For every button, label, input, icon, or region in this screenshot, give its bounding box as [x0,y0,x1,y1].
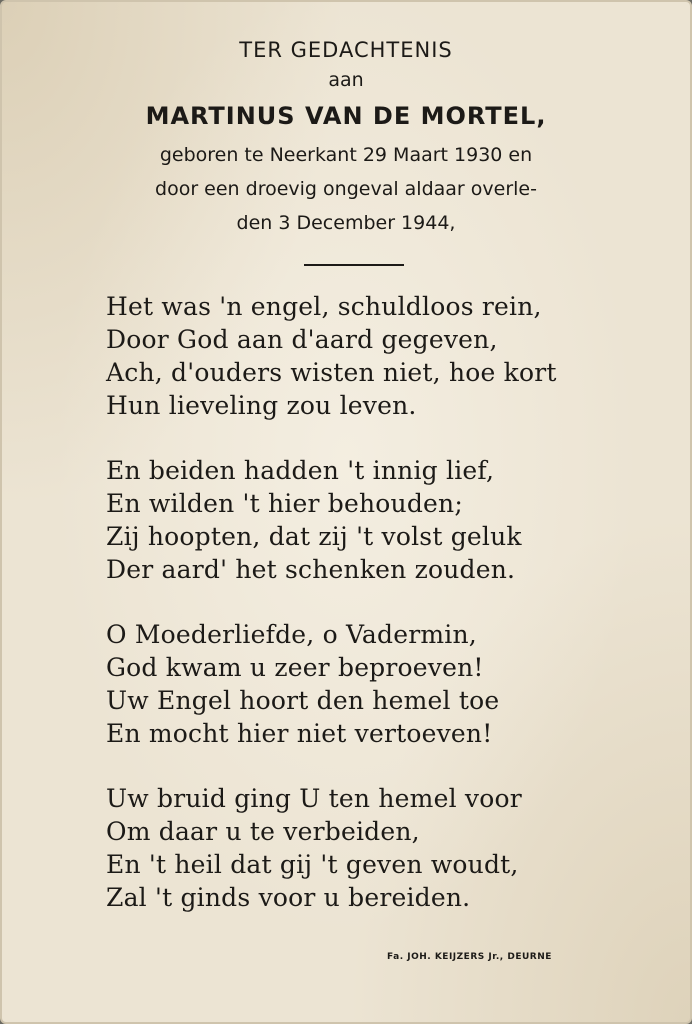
printer-imprint: Fa. JOH. KEIJZERS Jr., DEURNE [387,952,552,962]
poem-line: Het was 'n engel, schuldloos rein, [106,292,542,321]
details-line-2: door een droevig ongeval aldaar overle- [155,178,537,200]
poem-line: Om daar u te verbeiden, [106,817,420,846]
poem-line: Der aard' het schenken zouden. [106,555,516,584]
poem-line: En mocht hier niet vertoeven! [106,719,493,748]
dedication-word: aan [328,69,364,91]
divider-rule [304,264,404,266]
details-line-1: geboren te Neerkant 29 Maart 1930 en [159,144,533,166]
poem-line: En wilden 't hier behouden; [106,489,463,518]
poem-stanza-4 [106,782,626,914]
card-header [2,32,690,240]
details-line-3: den 3 December 1944, [236,212,456,234]
poem-line: Uw bruid ging U ten hemel voor [106,784,522,813]
poem-line: Zal 't ginds voor u bereiden. [106,883,471,912]
deceased-name: MARTINUS VAN DE MORTEL, [145,102,547,130]
poem-line: Uw Engel hoort den hemel toe [106,686,500,715]
poem-line: Door God aan d'aard gegeven, [106,325,498,354]
poem-line: God kwam u zeer beproeven! [106,653,484,682]
memorial-title: TER GEDACHTENIS [239,38,453,62]
poem-line: Hun lieveling zou leven. [106,391,417,420]
poem [106,290,626,946]
poem-stanza-2 [106,454,626,586]
poem-line: Zij hoopten, dat zij 't volst geluk [106,522,522,551]
poem-stanza-1 [106,290,626,422]
poem-line: En 't heil dat gij 't geven woudt, [106,850,519,879]
poem-line: Ach, d'ouders wisten niet, hoe kort [106,358,557,387]
poem-stanza-3 [106,618,626,750]
poem-line: O Moederliefde, o Vadermin, [106,620,477,649]
poem-line: En beiden hadden 't innig lief, [106,456,495,485]
